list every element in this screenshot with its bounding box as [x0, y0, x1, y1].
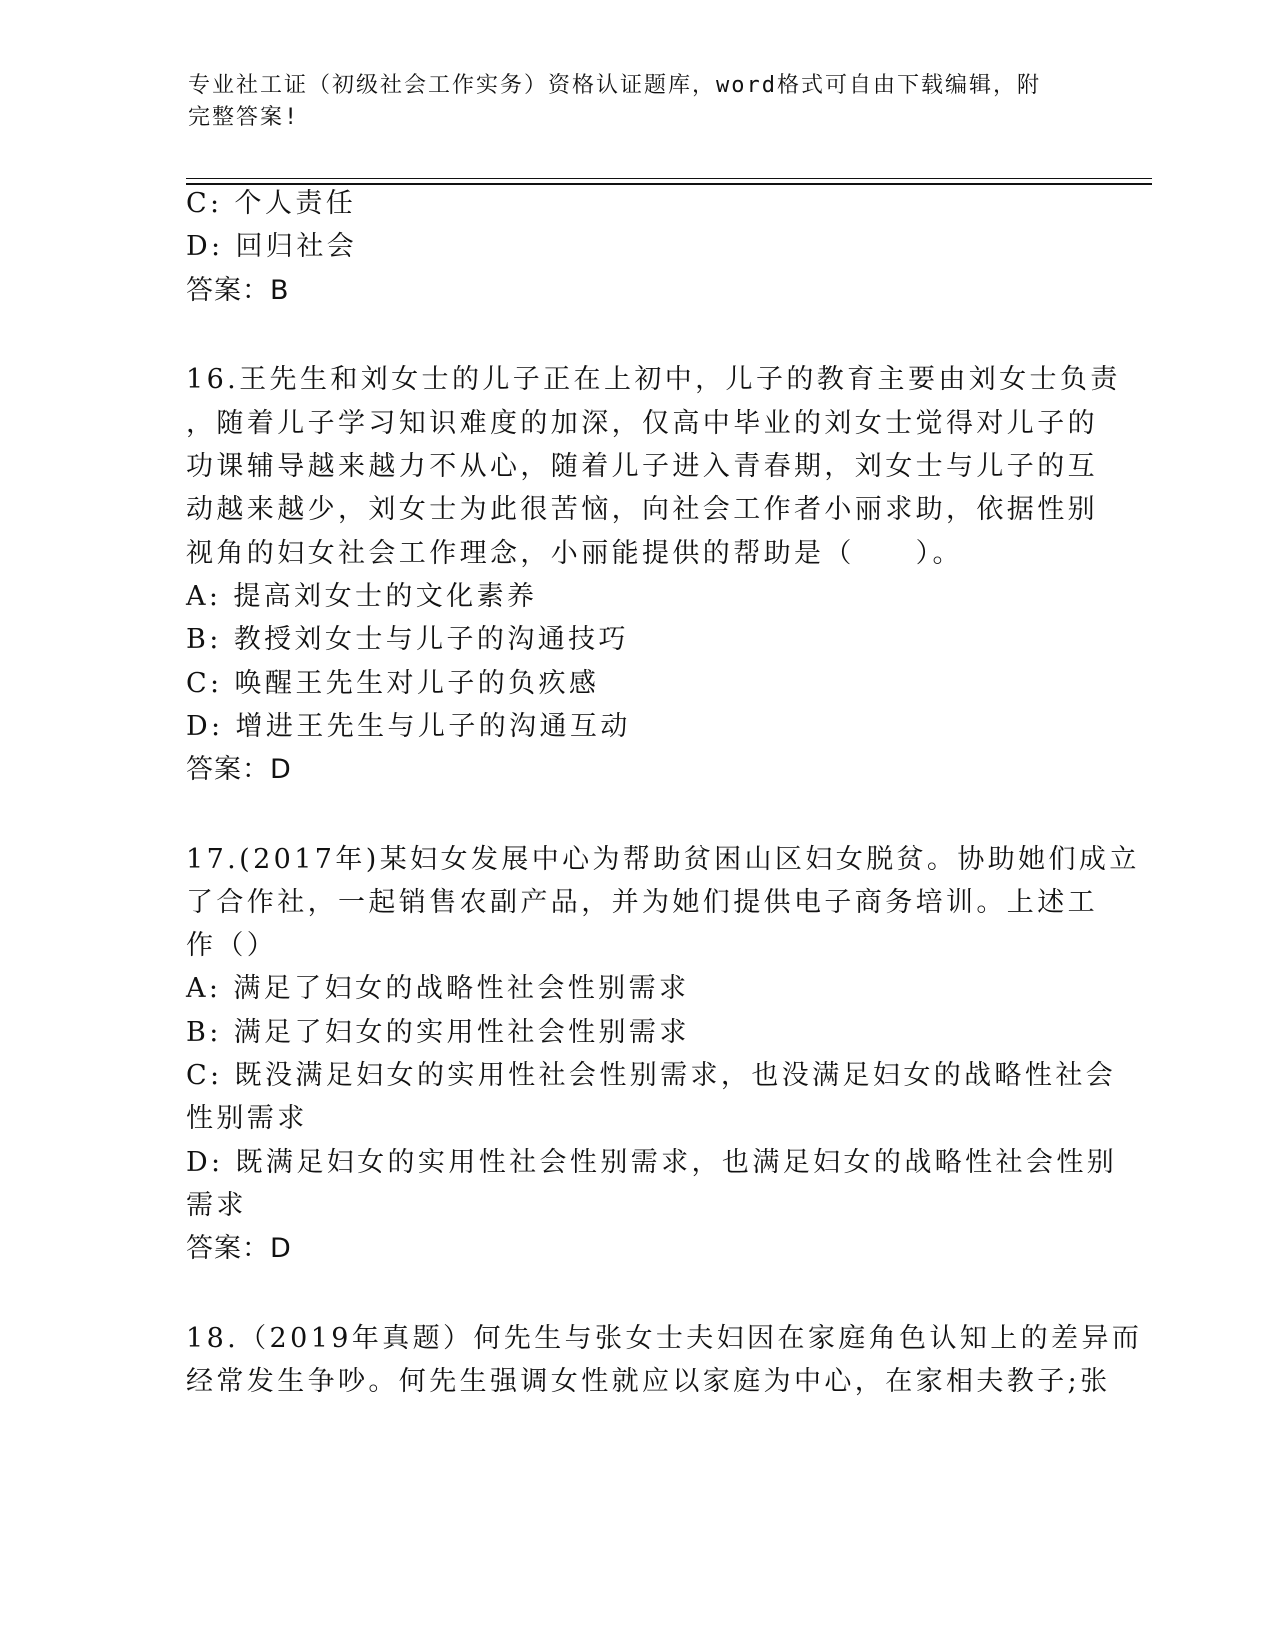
question-17-line: 作（）	[186, 930, 278, 961]
header-rule-thick	[186, 183, 1152, 185]
option-c: C: 唤醒王先生对儿子的负疚感	[186, 668, 600, 699]
option-c: C: 既没满足妇女的实用性社会性别需求，也没满足妇女的战略性社会	[186, 1060, 1117, 1091]
answer-line: 答案：D	[186, 1233, 292, 1264]
option-a: A: 提高刘女士的文化素养	[186, 581, 538, 612]
option-a: A: 满足了妇女的战略性社会性别需求	[186, 973, 690, 1004]
question-16-line: 功课辅导越来越力不从心，随着儿子进入青春期，刘女士与儿子的互	[186, 451, 1098, 482]
question-16-line: 视角的妇女社会工作理念，小丽能提供的帮助是（ ）。	[186, 538, 963, 569]
option-d: D: 增进王先生与儿子的沟通互动	[186, 711, 631, 742]
option-d: D: 回归社会	[186, 231, 358, 262]
question-16-line: 16.王先生和刘女士的儿子正在上初中，儿子的教育主要由刘女士负责	[186, 364, 1121, 395]
option-d-continued: 需求	[186, 1190, 247, 1221]
header-line-2: 完整答案!	[188, 105, 300, 130]
question-17-line: 17.(2017年)某妇女发展中心为帮助贫困山区妇女脱贫。协助她们成立	[186, 844, 1140, 875]
header-rule-thin	[186, 178, 1152, 179]
answer-line: 答案：D	[186, 754, 292, 785]
question-17-line: 了合作社，一起销售农副产品，并为她们提供电子商务培训。上述工	[186, 887, 1098, 918]
option-b: B: 教授刘女士与儿子的沟通技巧	[186, 624, 629, 655]
question-16-line: 动越来越少，刘女士为此很苦恼，向社会工作者小丽求助，依据性别	[186, 494, 1098, 525]
option-b: B: 满足了妇女的实用性社会性别需求	[186, 1017, 690, 1048]
question-18-line: 经常发生争吵。何先生强调女性就应以家庭为中心，在家相夫教子;张	[186, 1366, 1111, 1397]
question-16-line: ，随着儿子学习知识难度的加深，仅高中毕业的刘女士觉得对儿子的	[186, 408, 1098, 439]
option-d: D: 既满足妇女的实用性社会性别需求，也满足妇女的战略性社会性别	[186, 1147, 1118, 1178]
option-c: C: 个人责任	[186, 188, 357, 219]
option-c-continued: 性别需求	[186, 1103, 308, 1134]
answer-line: 答案：B	[186, 275, 290, 306]
question-18-line: 18.（2019年真题）何先生与张女士夫妇因在家庭角色认知上的差异而	[186, 1323, 1143, 1354]
header-line-1: 专业社工证（初级社会工作实务）资格认证题库，word格式可自由下载编辑，附	[188, 73, 1041, 98]
document-header	[188, 70, 1148, 134]
